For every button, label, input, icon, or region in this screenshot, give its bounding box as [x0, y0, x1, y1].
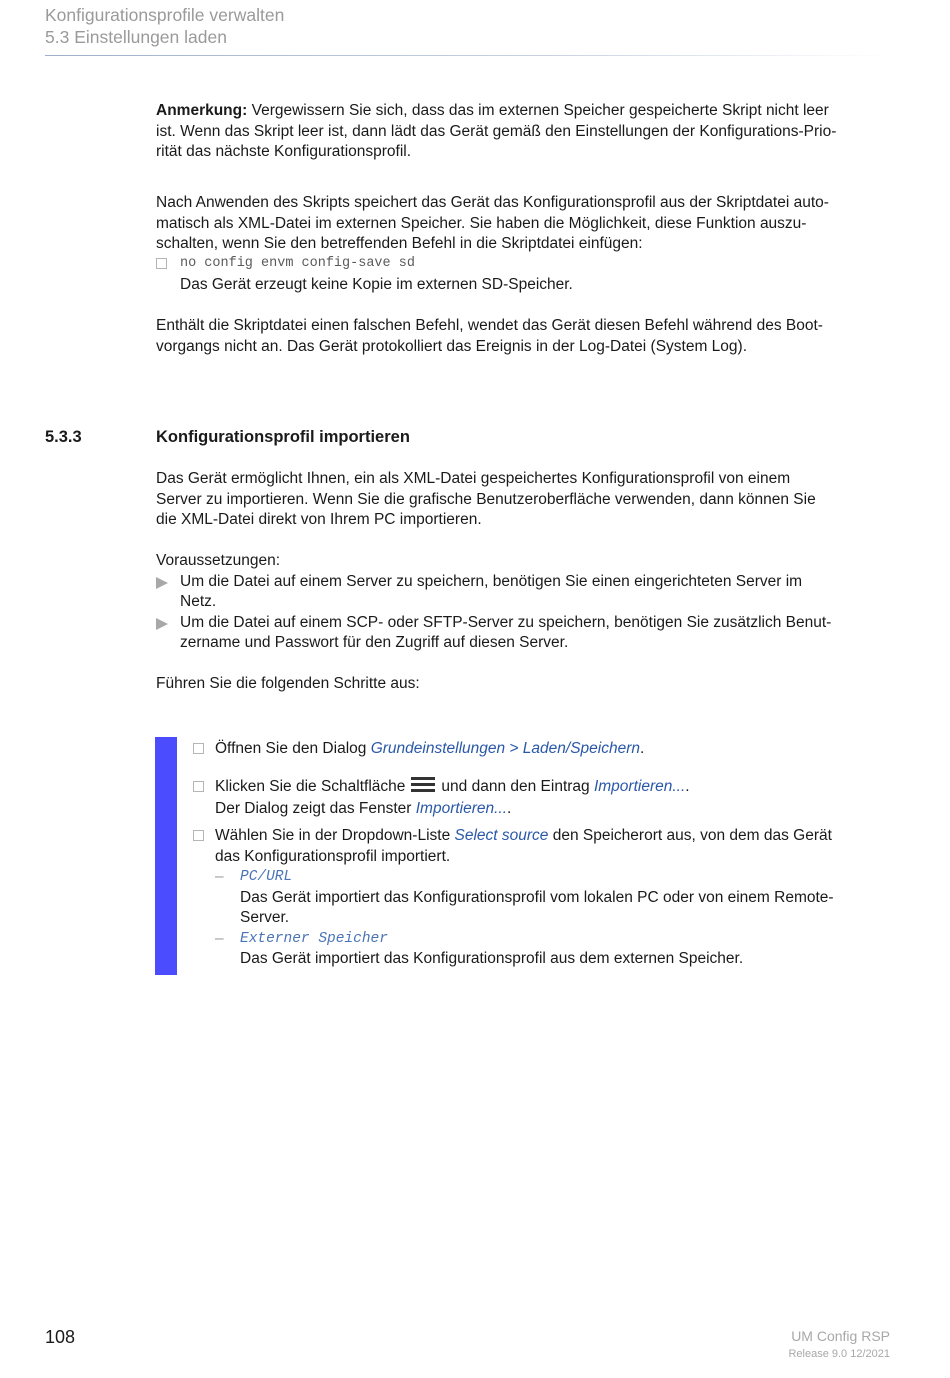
wrong-command-paragraph: [156, 316, 890, 357]
chapter-title: Konfigurationsprofile verwalten: [45, 5, 285, 25]
option-name: PC/URL: [240, 869, 293, 885]
note-label: Anmerkung:: [156, 102, 248, 119]
import-entry-link[interactable]: Importieren...: [593, 777, 686, 795]
intro-paragraph: [156, 469, 890, 531]
procedure-steps: [192, 739, 892, 977]
checkbox-square-icon: [193, 781, 204, 792]
option-item: [215, 867, 892, 929]
step-text: .: [685, 777, 690, 795]
command-description: Das Gerät erzeugt keine Kopie im externen SD-Speicher.: [180, 275, 573, 293]
step-text: Klicken Sie die Schaltfläche: [215, 777, 406, 795]
note-line: Vergewissern Sie sich, dass das im externen Speicher gespeicherte Skript nicht leer: [247, 102, 829, 119]
paragraph-line: Enthält die Skriptdatei einen falschen Befehl, wendet das Gerät diesen Befehl während des Boot-: [156, 317, 823, 334]
section-number: 5.3.3: [45, 428, 82, 446]
page-number: 108: [45, 1327, 76, 1347]
prerequisites-heading: Voraussetzungen:: [156, 552, 281, 569]
document-name: UM Config RSP: [791, 1328, 890, 1344]
option-description: Server.: [240, 909, 290, 926]
release-info: Release 9.0 12/2021: [788, 1348, 890, 1360]
dialog-path-link[interactable]: Grundeinstellungen > Laden/Speichern: [370, 740, 640, 757]
checkbox-square-icon: [193, 743, 204, 754]
option-item: [215, 929, 892, 970]
paragraph-line: Server zu importieren. Wenn Sie die grafische Benutzeroberfläche verwenden, dann können Sie: [156, 490, 816, 508]
paragraph-line: schalten, wenn Sie den betreffenden Befehl in die Skriptdatei einfügen:: [156, 235, 643, 252]
step-text: .: [640, 740, 645, 757]
step-item: [192, 826, 892, 970]
step-item: [192, 739, 892, 760]
step-text: Wählen Sie in der Dropdown-Liste: [215, 827, 455, 844]
command-code: no config envm config-save sd: [180, 256, 415, 271]
option-name: Externer Speicher: [240, 930, 388, 947]
step-text: das Konfigurationsprofil importiert.: [215, 847, 451, 865]
import-window-link[interactable]: Importieren...: [415, 799, 508, 817]
triangle-bullet-icon: [156, 577, 168, 589]
prerequisites: [156, 551, 890, 654]
list-item-text: Netz.: [180, 593, 217, 610]
select-source-link[interactable]: Select source: [454, 827, 549, 844]
dash-bullet: –: [215, 868, 224, 885]
note-line: rität das nächste Konfigurationsprofil.: [156, 143, 412, 160]
section-title: 5.3 Einstellungen laden: [45, 27, 227, 47]
list-item-text: Um die Datei auf einem SCP- oder SFTP-Server zu speichern, benötigen Sie zusätzlich Benut-: [180, 613, 832, 631]
paragraph-line: die XML-Datei direkt von Ihrem PC importieren.: [156, 511, 482, 528]
apply-paragraph: [156, 193, 890, 255]
running-header: [45, 4, 284, 48]
list-item: [156, 572, 890, 613]
step-text: Öffnen Sie den Dialog: [215, 740, 371, 757]
triangle-bullet-icon: [156, 618, 168, 630]
hamburger-menu-icon[interactable]: [411, 776, 435, 794]
steps-intro: Führen Sie die folgenden Schritte aus:: [156, 675, 420, 692]
paragraph-line: Nach Anwenden des Skripts speichert das Gerät das Konfigurationsprofil aus der Skriptdatei auto-: [156, 194, 829, 211]
checkbox-square-icon: [156, 258, 167, 269]
command-item: [156, 254, 890, 295]
step-text: Der Dialog zeigt das Fenster: [215, 799, 416, 817]
list-item-text: Um die Datei auf einem Server zu speichern, benötigen Sie einen eingerichteten Server im: [180, 572, 803, 590]
dash-bullet: –: [215, 929, 224, 947]
step-item: [192, 775, 892, 820]
step-text: und dann den Eintrag: [441, 777, 594, 795]
note-paragraph: [156, 101, 890, 163]
paragraph-line: matisch als XML-Datei im externen Speicher. Sie haben die Möglichkeit, diese Funktion auszu-: [156, 214, 807, 232]
option-description: Das Gerät importiert das Konfigurationsprofil vom lokalen PC oder von einem Remote-: [240, 888, 834, 906]
list-item: [156, 613, 890, 654]
checkbox-square-icon: [193, 830, 204, 841]
header-divider: [45, 55, 890, 56]
note-line: ist. Wenn das Skript leer ist, dann lädt das Gerät gemäß den Einstellungen der Konfigurations-Prio-: [156, 122, 837, 140]
procedure-bar: [155, 737, 177, 975]
list-item-text: zername und Passwort für den Zugriff auf diesen Server.: [180, 634, 569, 651]
step-text: den Speicherort aus, von dem das Gerät: [548, 827, 832, 844]
paragraph-line: Das Gerät ermöglicht Ihnen, ein als XML-Datei gespeichertes Konfigurationsprofil von einem: [156, 470, 791, 487]
option-description: Das Gerät importiert das Konfigurationsprofil aus dem externen Speicher.: [240, 950, 744, 967]
step-text: .: [507, 799, 512, 817]
paragraph-line: vorgangs nicht an. Das Gerät protokolliert das Ereignis in der Log-Datei (System Log).: [156, 337, 748, 355]
section-heading: Konfigurationsprofil importieren: [156, 428, 410, 446]
